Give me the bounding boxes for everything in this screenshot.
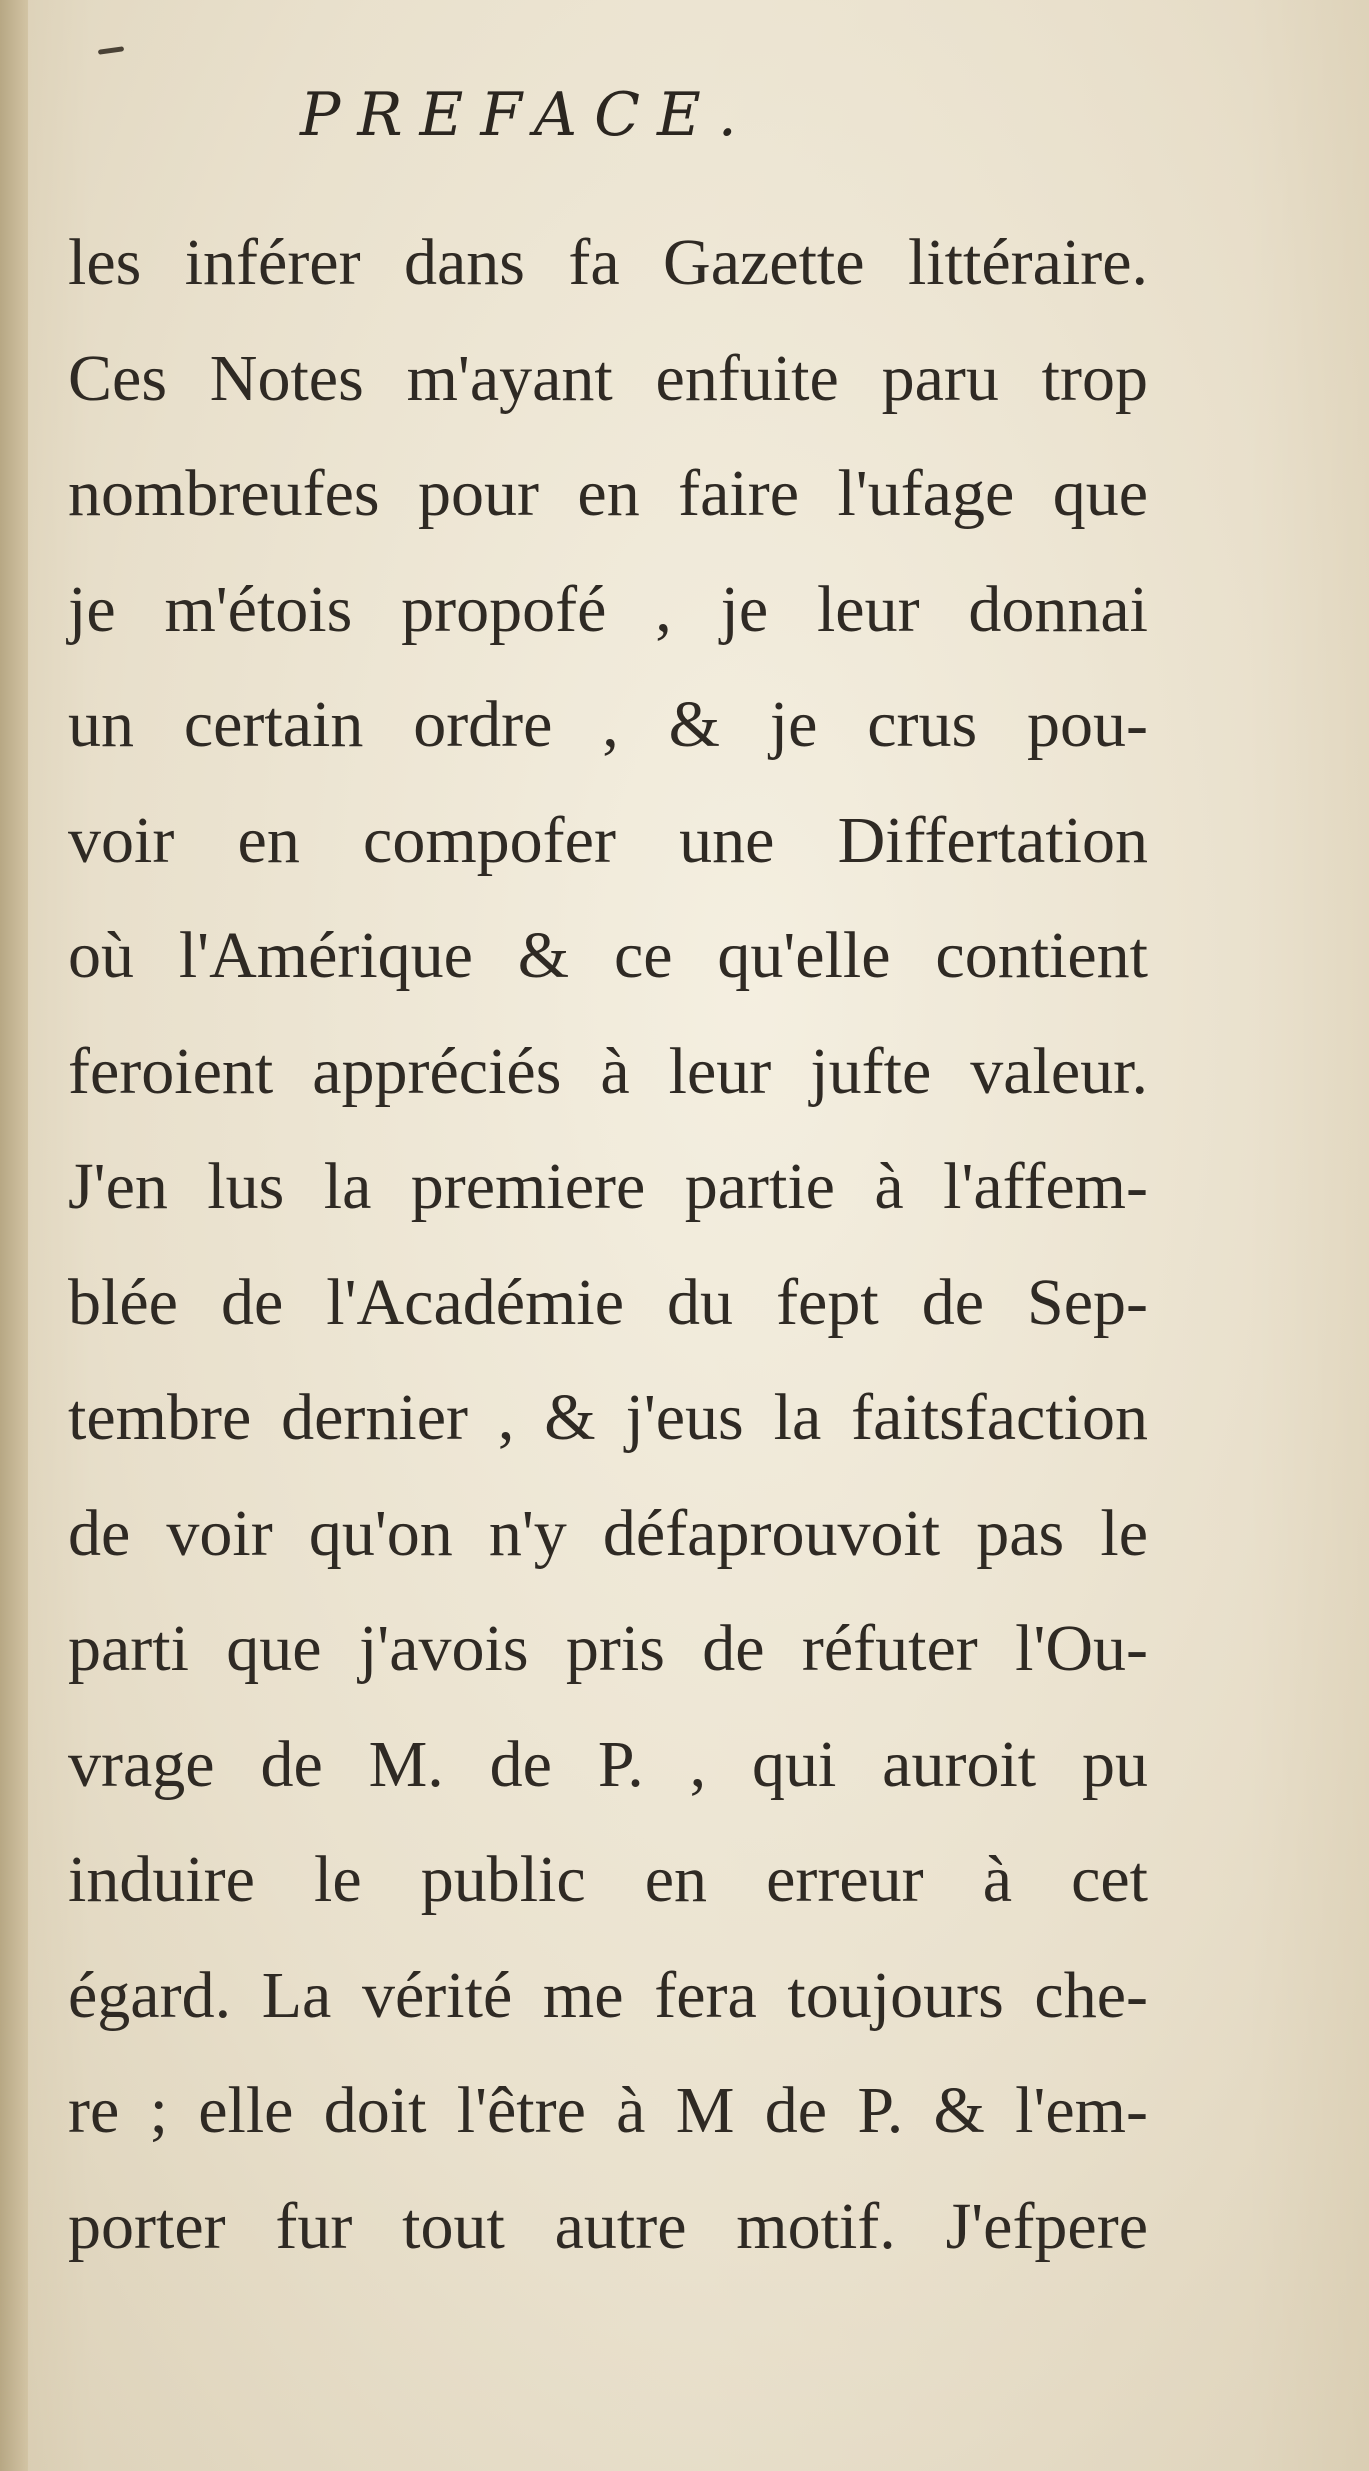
ink-mark [98,46,124,55]
text-line: induire le public en erreur à cet [68,1843,1148,1916]
text-line: porter fur tout autre motif. J'efpere [68,2189,1148,2263]
body-text [68,205,1148,2284]
text-line: égard. La vérité me fera toujours che- [68,1958,1148,2032]
text-line: voir en compofer une Differtation [68,803,1148,877]
text-line: parti que j'avois pris de réfuter l'Ou- [68,1612,1148,1685]
page-gutter [0,0,28,2471]
text-line: Ces Notes m'ayant enfuite paru trop [68,341,1148,415]
text-line: J'en lus la premiere partie à l'affem- [68,1150,1148,1223]
text-line: les inférer dans fa Gazette littéraire. [68,226,1148,299]
text-line: où l'Amérique & ce qu'elle contient [68,919,1148,992]
running-header: PREFACE. [300,80,754,150]
text-line: un certain ordre , & je crus pou- [68,688,1148,761]
text-line: de voir qu'on n'y défaprouvoit pas le [68,1496,1148,1570]
text-line: nombreufes pour en faire l'ufage que [68,457,1148,530]
text-line: je m'étois propofé , je leur donnai [68,572,1148,646]
text-line: vrage de M. de P. , qui auroit pu [68,1727,1148,1801]
text-line: tembre dernier , & j'eus la faitsfaction [68,1381,1148,1454]
text-line: feroient appréciés à leur jufte valeur. [68,1034,1148,1108]
text-line: re ; elle doit l'être à M de P. & l'em- [68,2074,1148,2147]
text-line: blée de l'Académie du fept de Sep- [68,1265,1148,1339]
